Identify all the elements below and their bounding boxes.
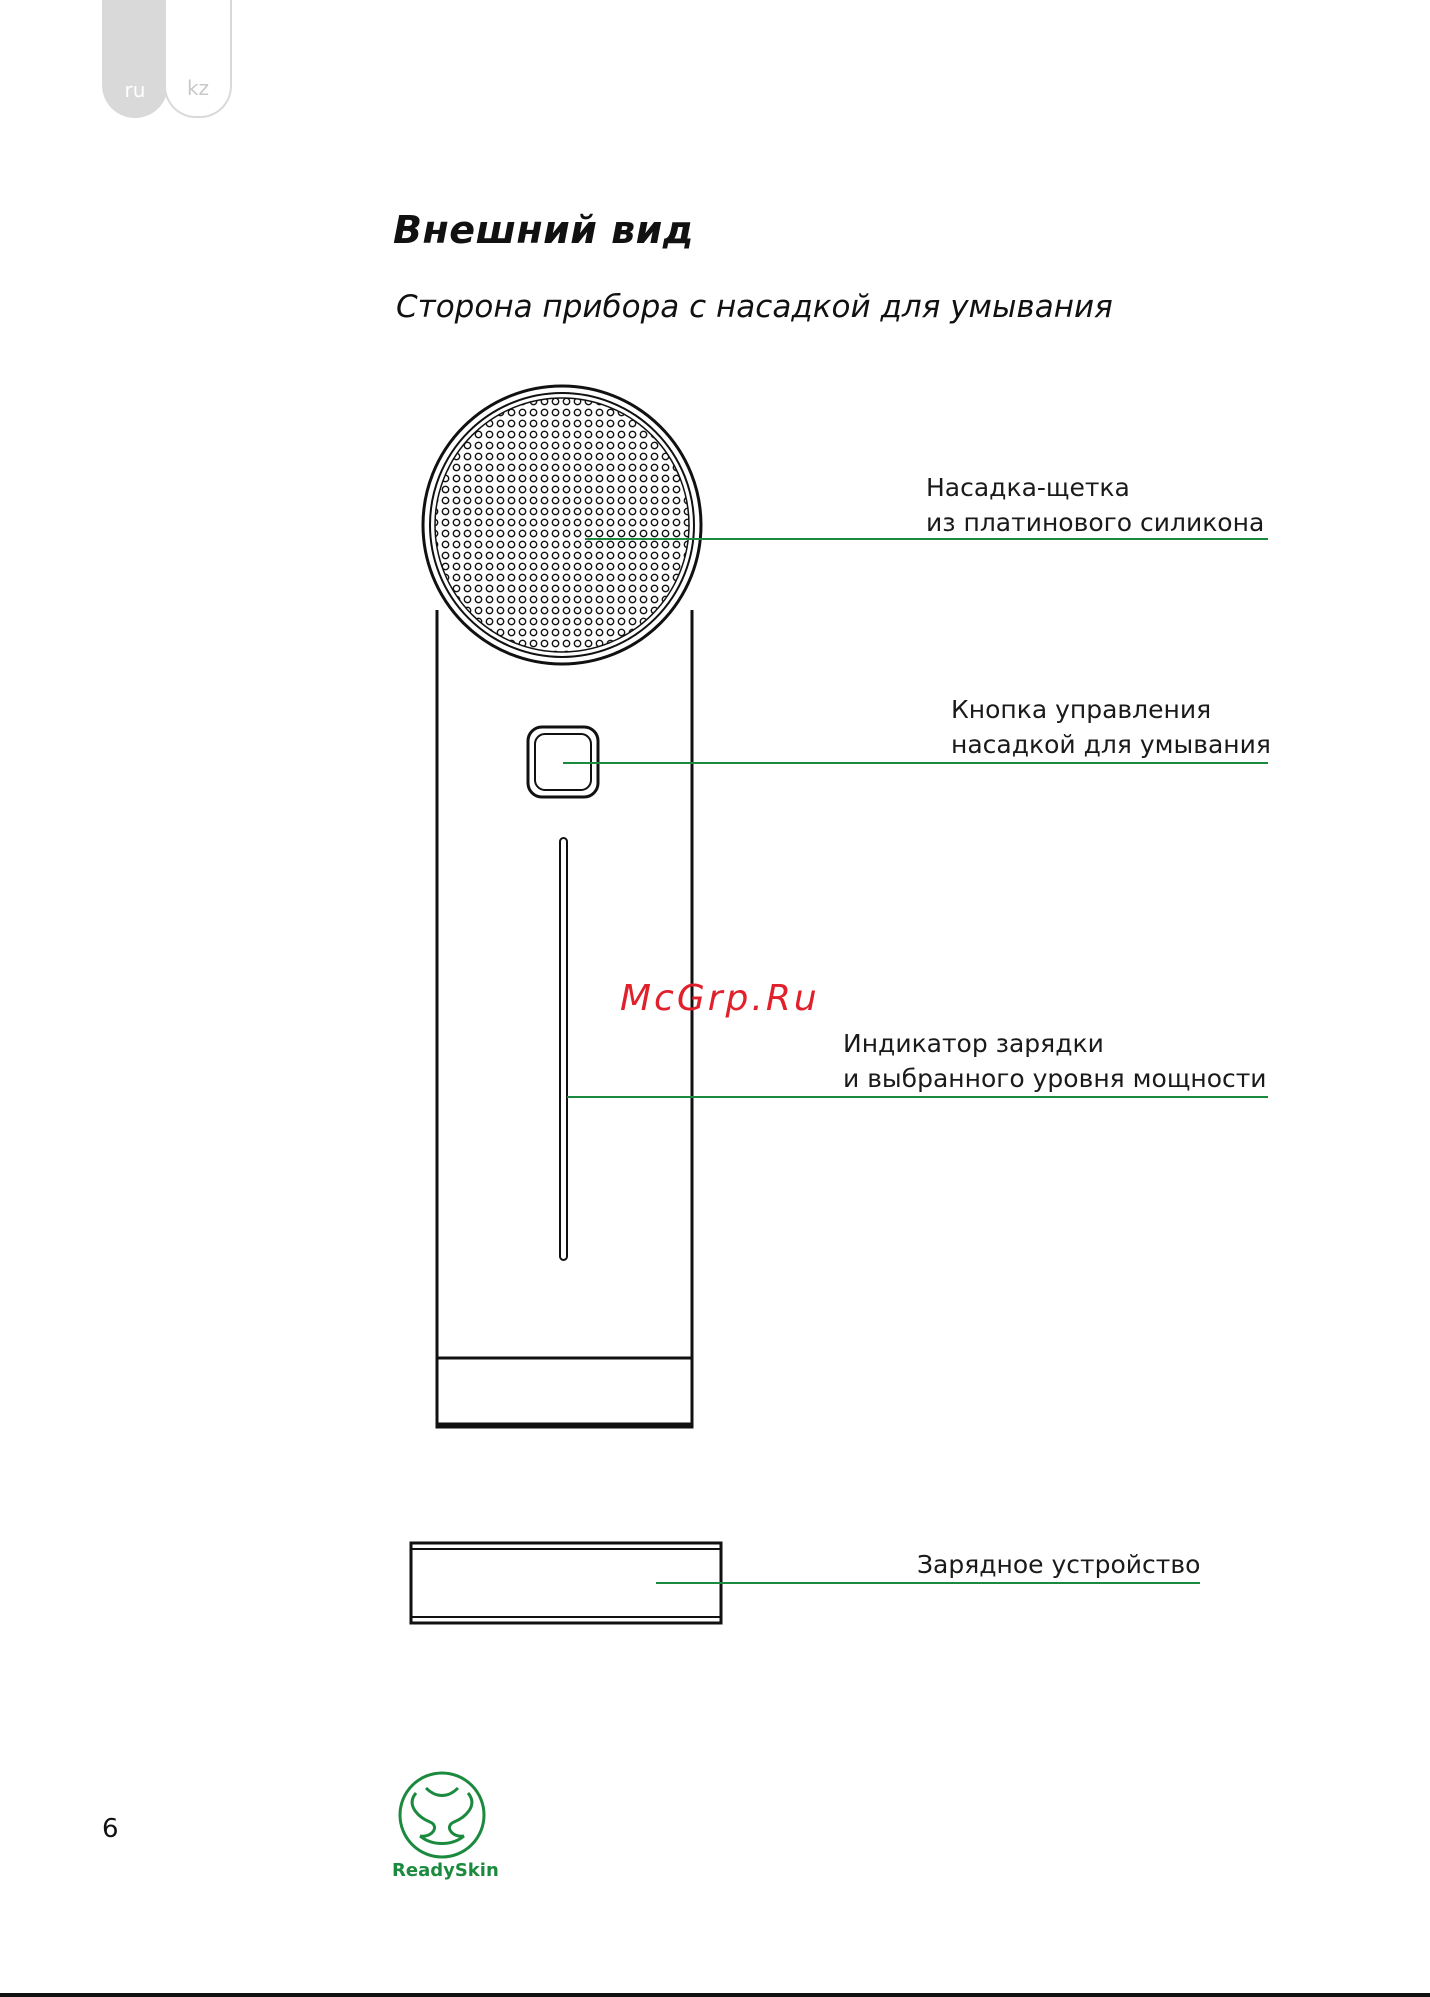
callout-brush <box>926 470 1264 540</box>
readyskin-logo-icon <box>400 1773 484 1857</box>
page-title: Внешний вид <box>393 208 694 252</box>
brand-name: ReadySkin <box>392 1860 499 1881</box>
callout-indicator-line2: и выбранного уровня мощности <box>843 1064 1267 1093</box>
callout-button <box>951 692 1271 762</box>
callout-button-line1: Кнопка управления <box>951 695 1212 724</box>
callout-button-line2: насадкой для умывания <box>951 730 1271 759</box>
callout-brush-line2: из платинового силикона <box>926 508 1265 537</box>
callout-indicator-line1: Индикатор зарядки <box>843 1029 1104 1058</box>
page-number: 6 <box>102 1814 119 1844</box>
callout-charger-line1: Зарядное устройство <box>917 1550 1201 1579</box>
callout-indicator <box>843 1026 1267 1096</box>
watermark: McGrp.Ru <box>620 978 820 1019</box>
language-tab-ru-label: ru <box>124 78 146 102</box>
charge-indicator <box>560 838 567 1260</box>
brush-head <box>423 386 701 664</box>
language-tab-kz-label: kz <box>186 76 210 100</box>
page-subtitle: Сторона прибора с насадкой для умывания <box>396 289 1113 325</box>
bottom-rule <box>0 1993 1430 1997</box>
callout-charger <box>917 1547 1200 1582</box>
callout-brush-line1: Насадка-щетка <box>926 473 1130 502</box>
